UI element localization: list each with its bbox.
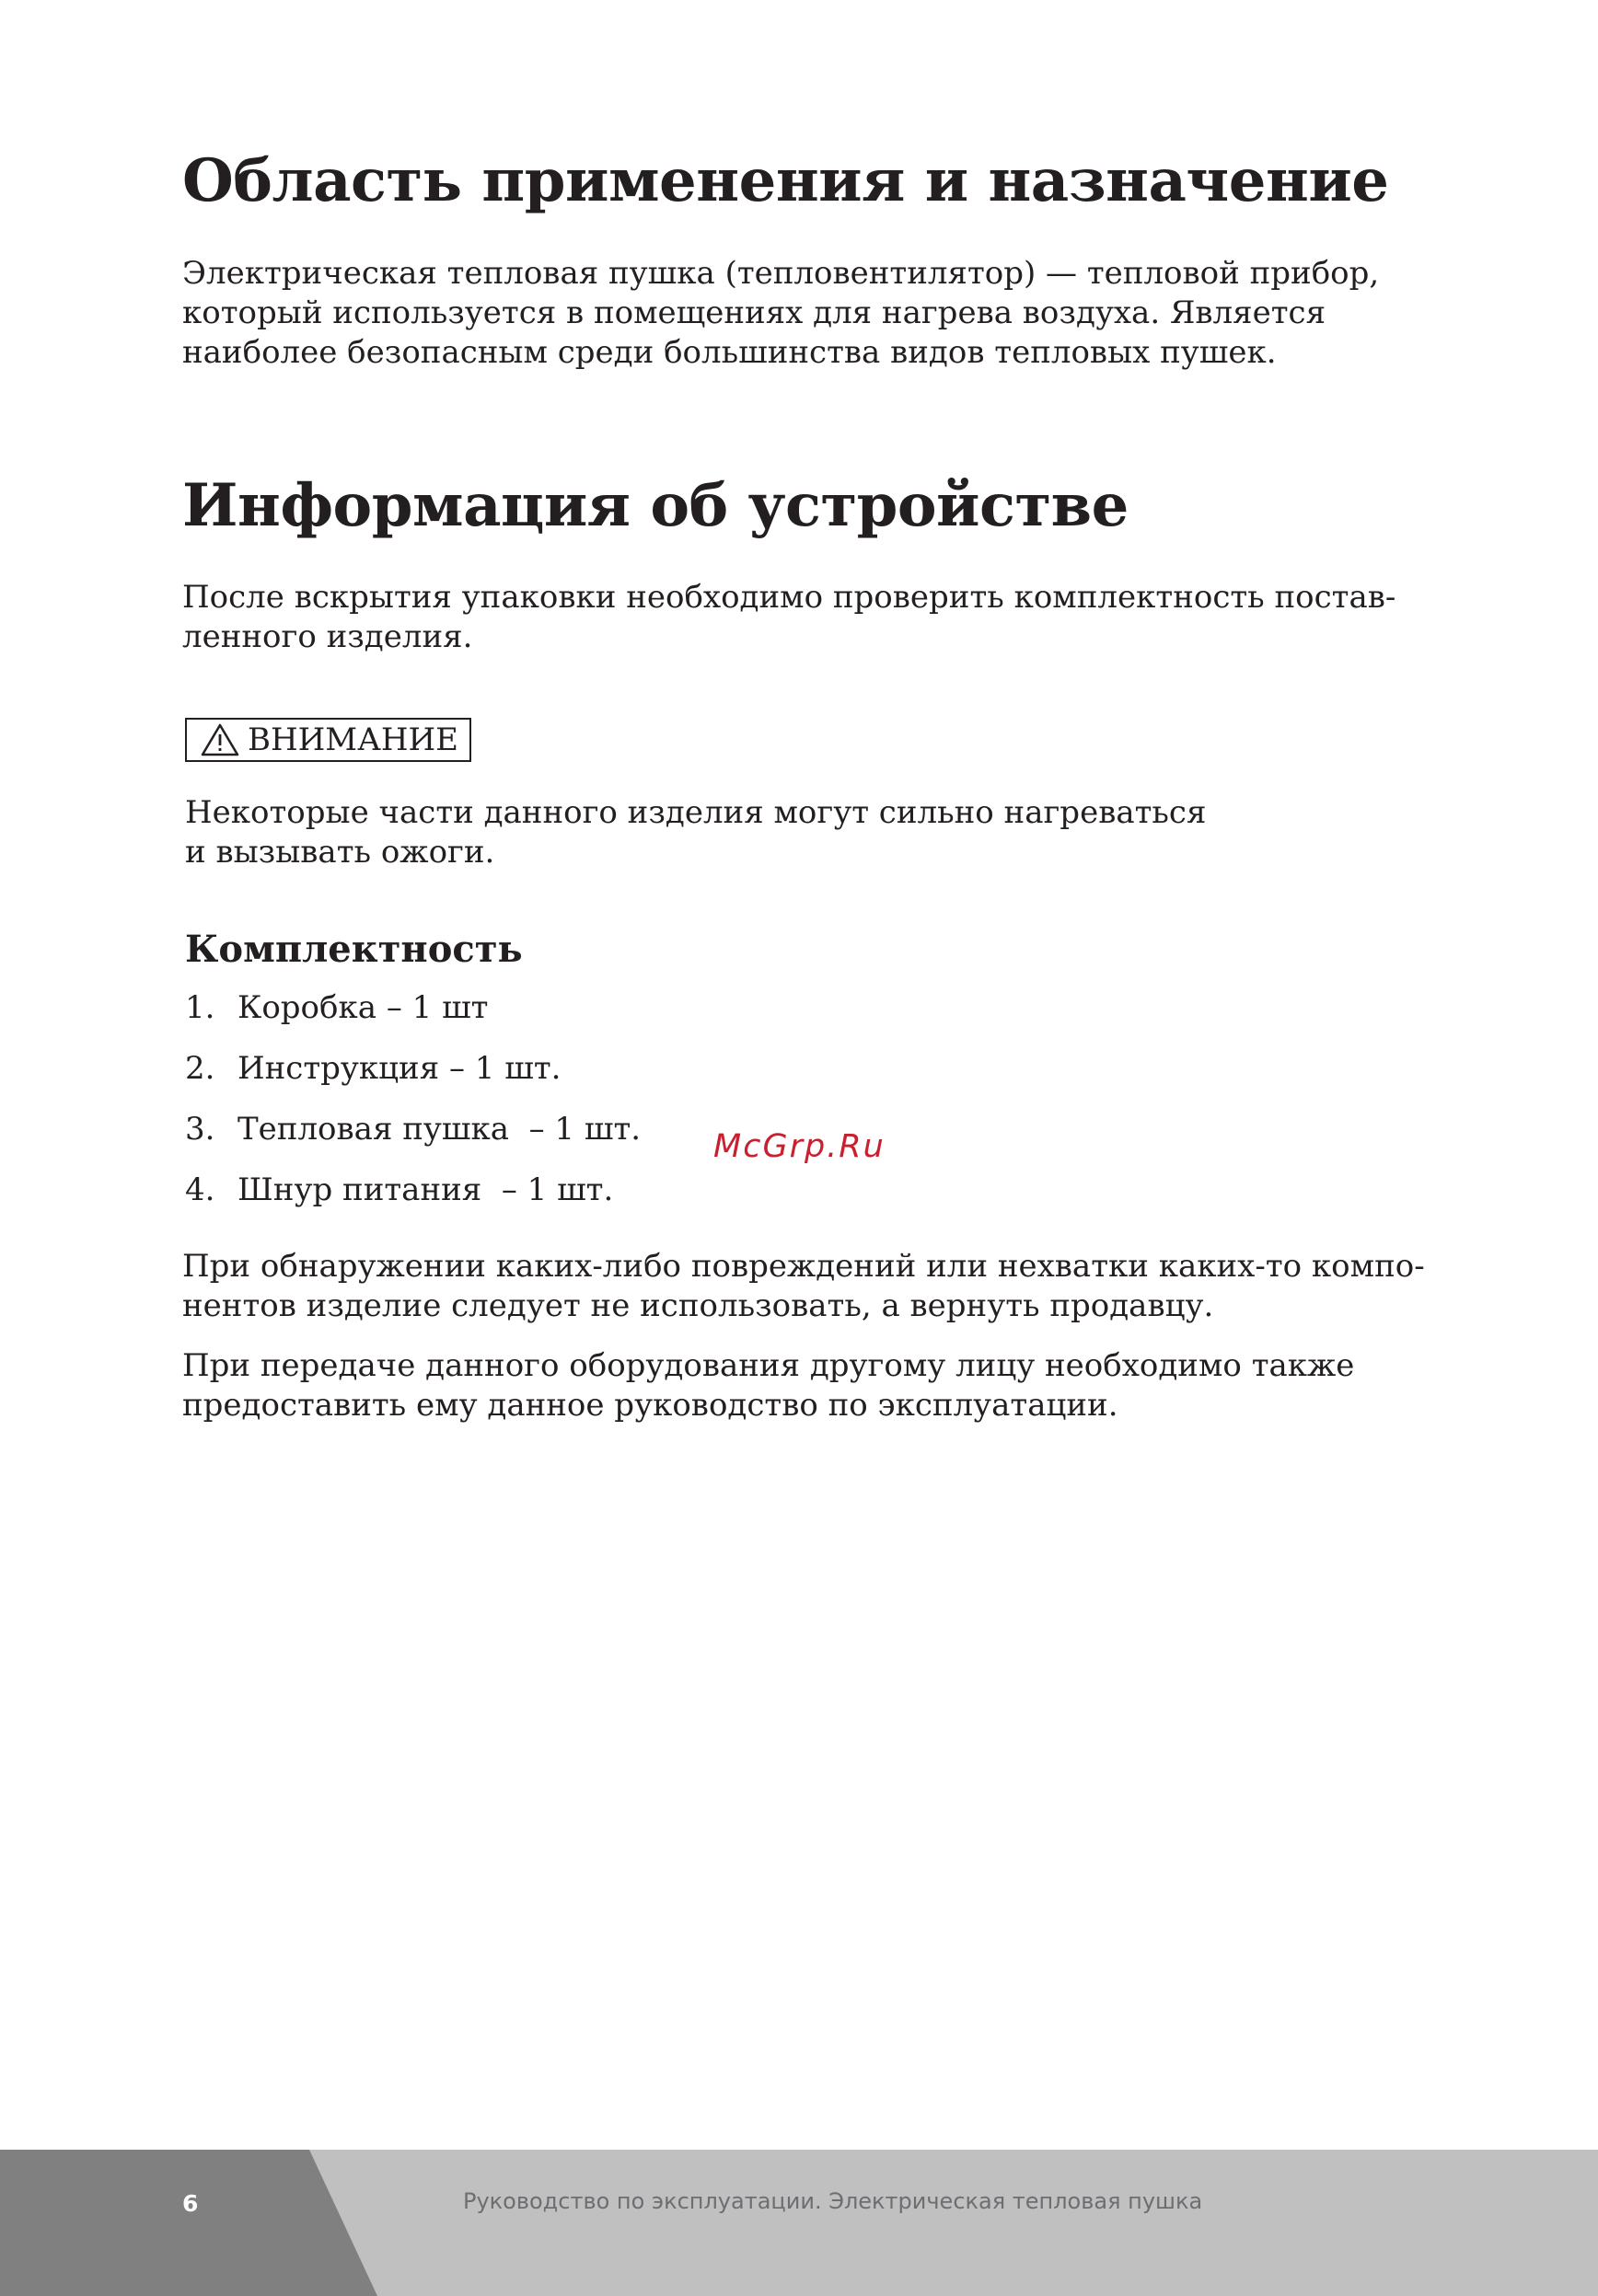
list-item-number: 2. — [185, 1050, 215, 1088]
warning-label: ВНИМАНИЕ — [248, 721, 458, 759]
list-item — [185, 1171, 1471, 1210]
scope-line-3: наиболее безопасным среди большинства видов тепловых пушек. — [182, 333, 1277, 371]
list-item-text: Тепловая пушка – 1 шт. — [237, 1111, 642, 1148]
warning-paragraph — [185, 793, 1471, 872]
list-item — [185, 1049, 1471, 1089]
list-item — [185, 988, 1471, 1028]
scope-line-2: который используется в помещениях для нагрева воздуха. Является — [182, 294, 1326, 331]
page-number: 6 — [182, 2190, 199, 2217]
warning-triangle-icon — [200, 722, 240, 757]
kit-title: Комплектность — [185, 928, 523, 972]
footer-title: Руководство по эксплуатации. Электрическая тепловая пушка — [463, 2188, 1203, 2214]
device-line-1: После вскрытия упаковки необходимо проверить комплектность постав- — [182, 579, 1396, 617]
transfer-line-2: предоставить ему данное руководство по эксплуатации. — [182, 1387, 1118, 1425]
section-title-scope: Область применения и назначение — [182, 146, 1389, 215]
list-item-number: 1. — [185, 989, 215, 1027]
damage-line-2: нентов изделие следует не использовать, а вернуть продавцу. — [182, 1287, 1214, 1325]
warning-badge — [185, 718, 471, 762]
section-title-device-info: Информация об устройстве — [182, 470, 1129, 540]
device-line-2: ленного изделия. — [182, 618, 473, 656]
page-content — [182, 147, 1471, 1425]
list-item-text: Инструкция – 1 шт. — [237, 1050, 562, 1088]
warning-line-1: Некоторые части данного изделия могут сильно нагреваться — [185, 794, 1207, 832]
kit-list — [185, 988, 1471, 1210]
transfer-line-1: При передаче данного оборудования другому лицу необходимо также — [182, 1347, 1355, 1385]
scope-paragraph — [182, 254, 1471, 373]
list-item-text: Шнур питания – 1 шт. — [237, 1171, 614, 1209]
page-footer — [0, 2150, 1598, 2296]
damage-paragraph — [182, 1247, 1471, 1326]
list-item-number: 4. — [185, 1171, 215, 1209]
damage-line-1: При обнаружении каких-либо повреждений или нехватки каких-то компо- — [182, 1248, 1425, 1286]
watermark-text: McGrp.Ru — [713, 1128, 886, 1165]
scope-line-1: Электрическая тепловая пушка (тепловентилятор) — тепловой прибор, — [182, 254, 1380, 292]
warning-line-2: и вызывать ожоги. — [185, 834, 495, 871]
list-item-number: 3. — [185, 1111, 215, 1148]
list-item-text: Коробка – 1 шт — [237, 989, 489, 1027]
transfer-paragraph — [182, 1346, 1471, 1425]
device-paragraph — [182, 578, 1471, 657]
footer-dark-shape — [0, 2150, 377, 2296]
